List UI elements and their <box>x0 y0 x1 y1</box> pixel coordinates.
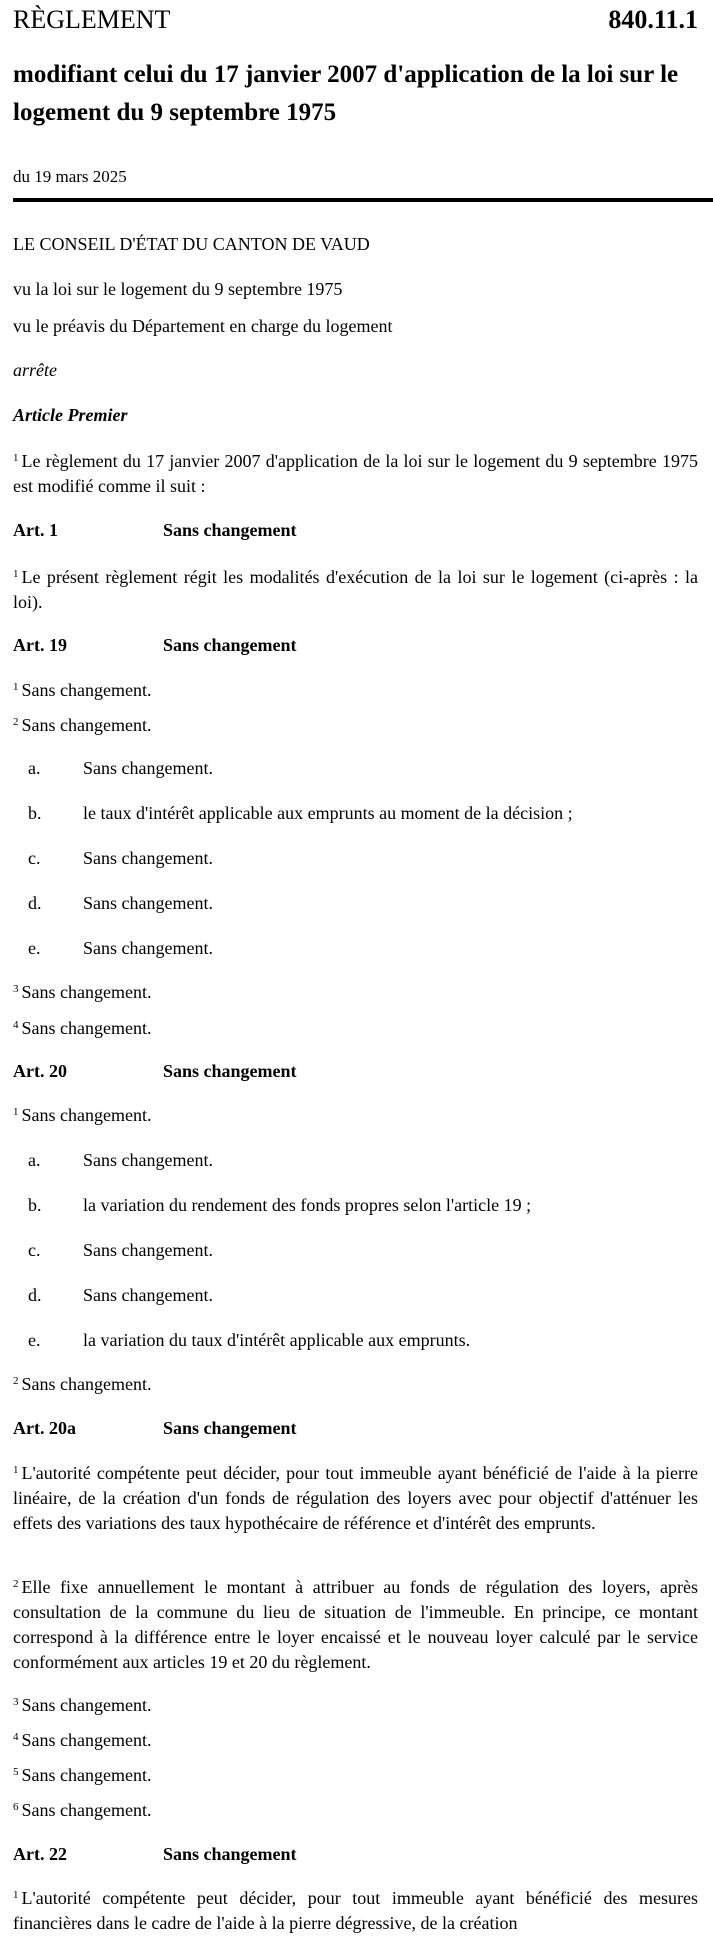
list-item-letter: b. <box>28 1195 42 1215</box>
art20-para-1: $^1$ Sans changement. <box>13 1105 152 1125</box>
art20a-para-2: $^2$ Elle fixe annuellement le montant à attribuer au fonds de régulation des loyers, après consultation de la commune du lieu de situation de l'immeuble. En principe, ce montant correspond à la différence entre le loyer encaissé et le nouveau loyer calculé par le service conformément aux articles 19 et 20 du règlement. <box>13 1577 698 1672</box>
document-title: modifiant celui du 17 janvier 2007 d'application de la loi sur le logement du 9 septembre 1975 <box>13 61 679 126</box>
art19-para-1: $^1$ Sans changement. <box>13 680 152 700</box>
article-1-heading <box>13 520 413 544</box>
authority-heading: LE CONSEIL D'ÉTAT DU CANTON DE VAUD <box>13 234 370 254</box>
article-22-heading <box>13 1844 413 1868</box>
list-item-letter: c. <box>28 848 41 868</box>
article-label: Art. 20a <box>13 1418 76 1438</box>
art22-para-1: $^1$ L'autorité compétente peut décider, pour tout immeuble ayant bénéficié des mesures financières dans le cadre de l'aide à la pierre dégressive, de la création <box>13 1888 698 1933</box>
article-label: Art. 22 <box>13 1844 67 1864</box>
art20a-para-4: $^4$ Sans changement. <box>13 1730 152 1750</box>
art19-para-4: $^4$ Sans changement. <box>13 1018 152 1038</box>
art20a-para-5: $^5$ Sans changement. <box>13 1765 152 1785</box>
document-date: du 19 mars 2025 <box>13 167 127 186</box>
list-item-text: Sans changement. <box>83 848 213 868</box>
article-label: Art. 19 <box>13 635 67 655</box>
document-type: RÈGLEMENT <box>13 5 171 34</box>
list-item-letter: d. <box>28 893 42 913</box>
article-status: Sans changement <box>163 635 297 655</box>
list-item-letter: e. <box>28 938 41 958</box>
list-item-letter: c. <box>28 1240 41 1260</box>
vu-law: vu la loi sur le logement du 9 septembre 1975 <box>13 279 343 299</box>
list-item-letter: a. <box>28 758 41 778</box>
art20a-para-6: $^6$ Sans changement. <box>13 1800 152 1820</box>
vu-preavis: vu le préavis du Département en charge du logement <box>13 316 393 336</box>
list-item-text: la variation du taux d'intérêt applicable aux emprunts. <box>83 1330 471 1350</box>
list-item-letter: a. <box>28 1150 41 1170</box>
article-20-heading <box>13 1061 413 1085</box>
article-status: Sans changement <box>163 520 297 540</box>
list-item-text: Sans changement. <box>83 1285 213 1305</box>
article-label: Art. 20 <box>13 1061 67 1081</box>
list-item-text: Sans changement. <box>83 1240 213 1260</box>
art20-para-2: $^2$ Sans changement. <box>13 1374 152 1394</box>
art20a-para-1: $^1$ L'autorité compétente peut décider, pour tout immeuble ayant bénéficié de l'aide à la pierre linéaire, de la création d'un fonds de régulation des loyers avec pour objectif d'atténuer les effets des variations des taux hypothécaire de référence et d'intérêt des emprunts. <box>13 1463 698 1533</box>
list-item-letter: b. <box>28 803 42 823</box>
list-item-text: Sans changement. <box>83 938 213 958</box>
article-status: Sans changement <box>163 1844 297 1864</box>
art1-para-1: $^1$ Le présent règlement régit les modalités d'exécution de la loi sur le logement (ci-après : la loi). <box>13 567 698 612</box>
article-20a-heading <box>13 1418 413 1442</box>
list-item-text: la variation du rendement des fonds propres selon l'article 19 ; <box>83 1195 532 1215</box>
document-number: 840.11.1 <box>608 5 698 34</box>
art20a-para-3: $^3$ Sans changement. <box>13 1695 152 1715</box>
article-premier-heading: Article Premier <box>13 405 128 425</box>
list-item-letter: d. <box>28 1285 42 1305</box>
list-item-text: le taux d'intérêt applicable aux emprunts au moment de la décision ; <box>83 803 573 823</box>
article-label: Art. 1 <box>13 520 58 540</box>
decree-word: arrête <box>13 360 57 380</box>
article-status: Sans changement <box>163 1061 297 1081</box>
list-item-text: Sans changement. <box>83 1150 213 1170</box>
article-status: Sans changement <box>163 1418 297 1438</box>
article-19-heading <box>13 635 413 659</box>
header-divider <box>13 198 713 202</box>
list-item-text: Sans changement. <box>83 893 213 913</box>
list-item-letter: e. <box>28 1330 41 1350</box>
list-item-text: Sans changement. <box>83 758 213 778</box>
art19-para-2: $^2$ Sans changement. <box>13 715 152 735</box>
intro-paragraph: $^1$ Le règlement du 17 janvier 2007 d'application de la loi sur le logement du 9 septembre 1975 est modifié comme il suit : <box>13 451 698 496</box>
art19-para-3: $^3$ Sans changement. <box>13 982 152 1002</box>
